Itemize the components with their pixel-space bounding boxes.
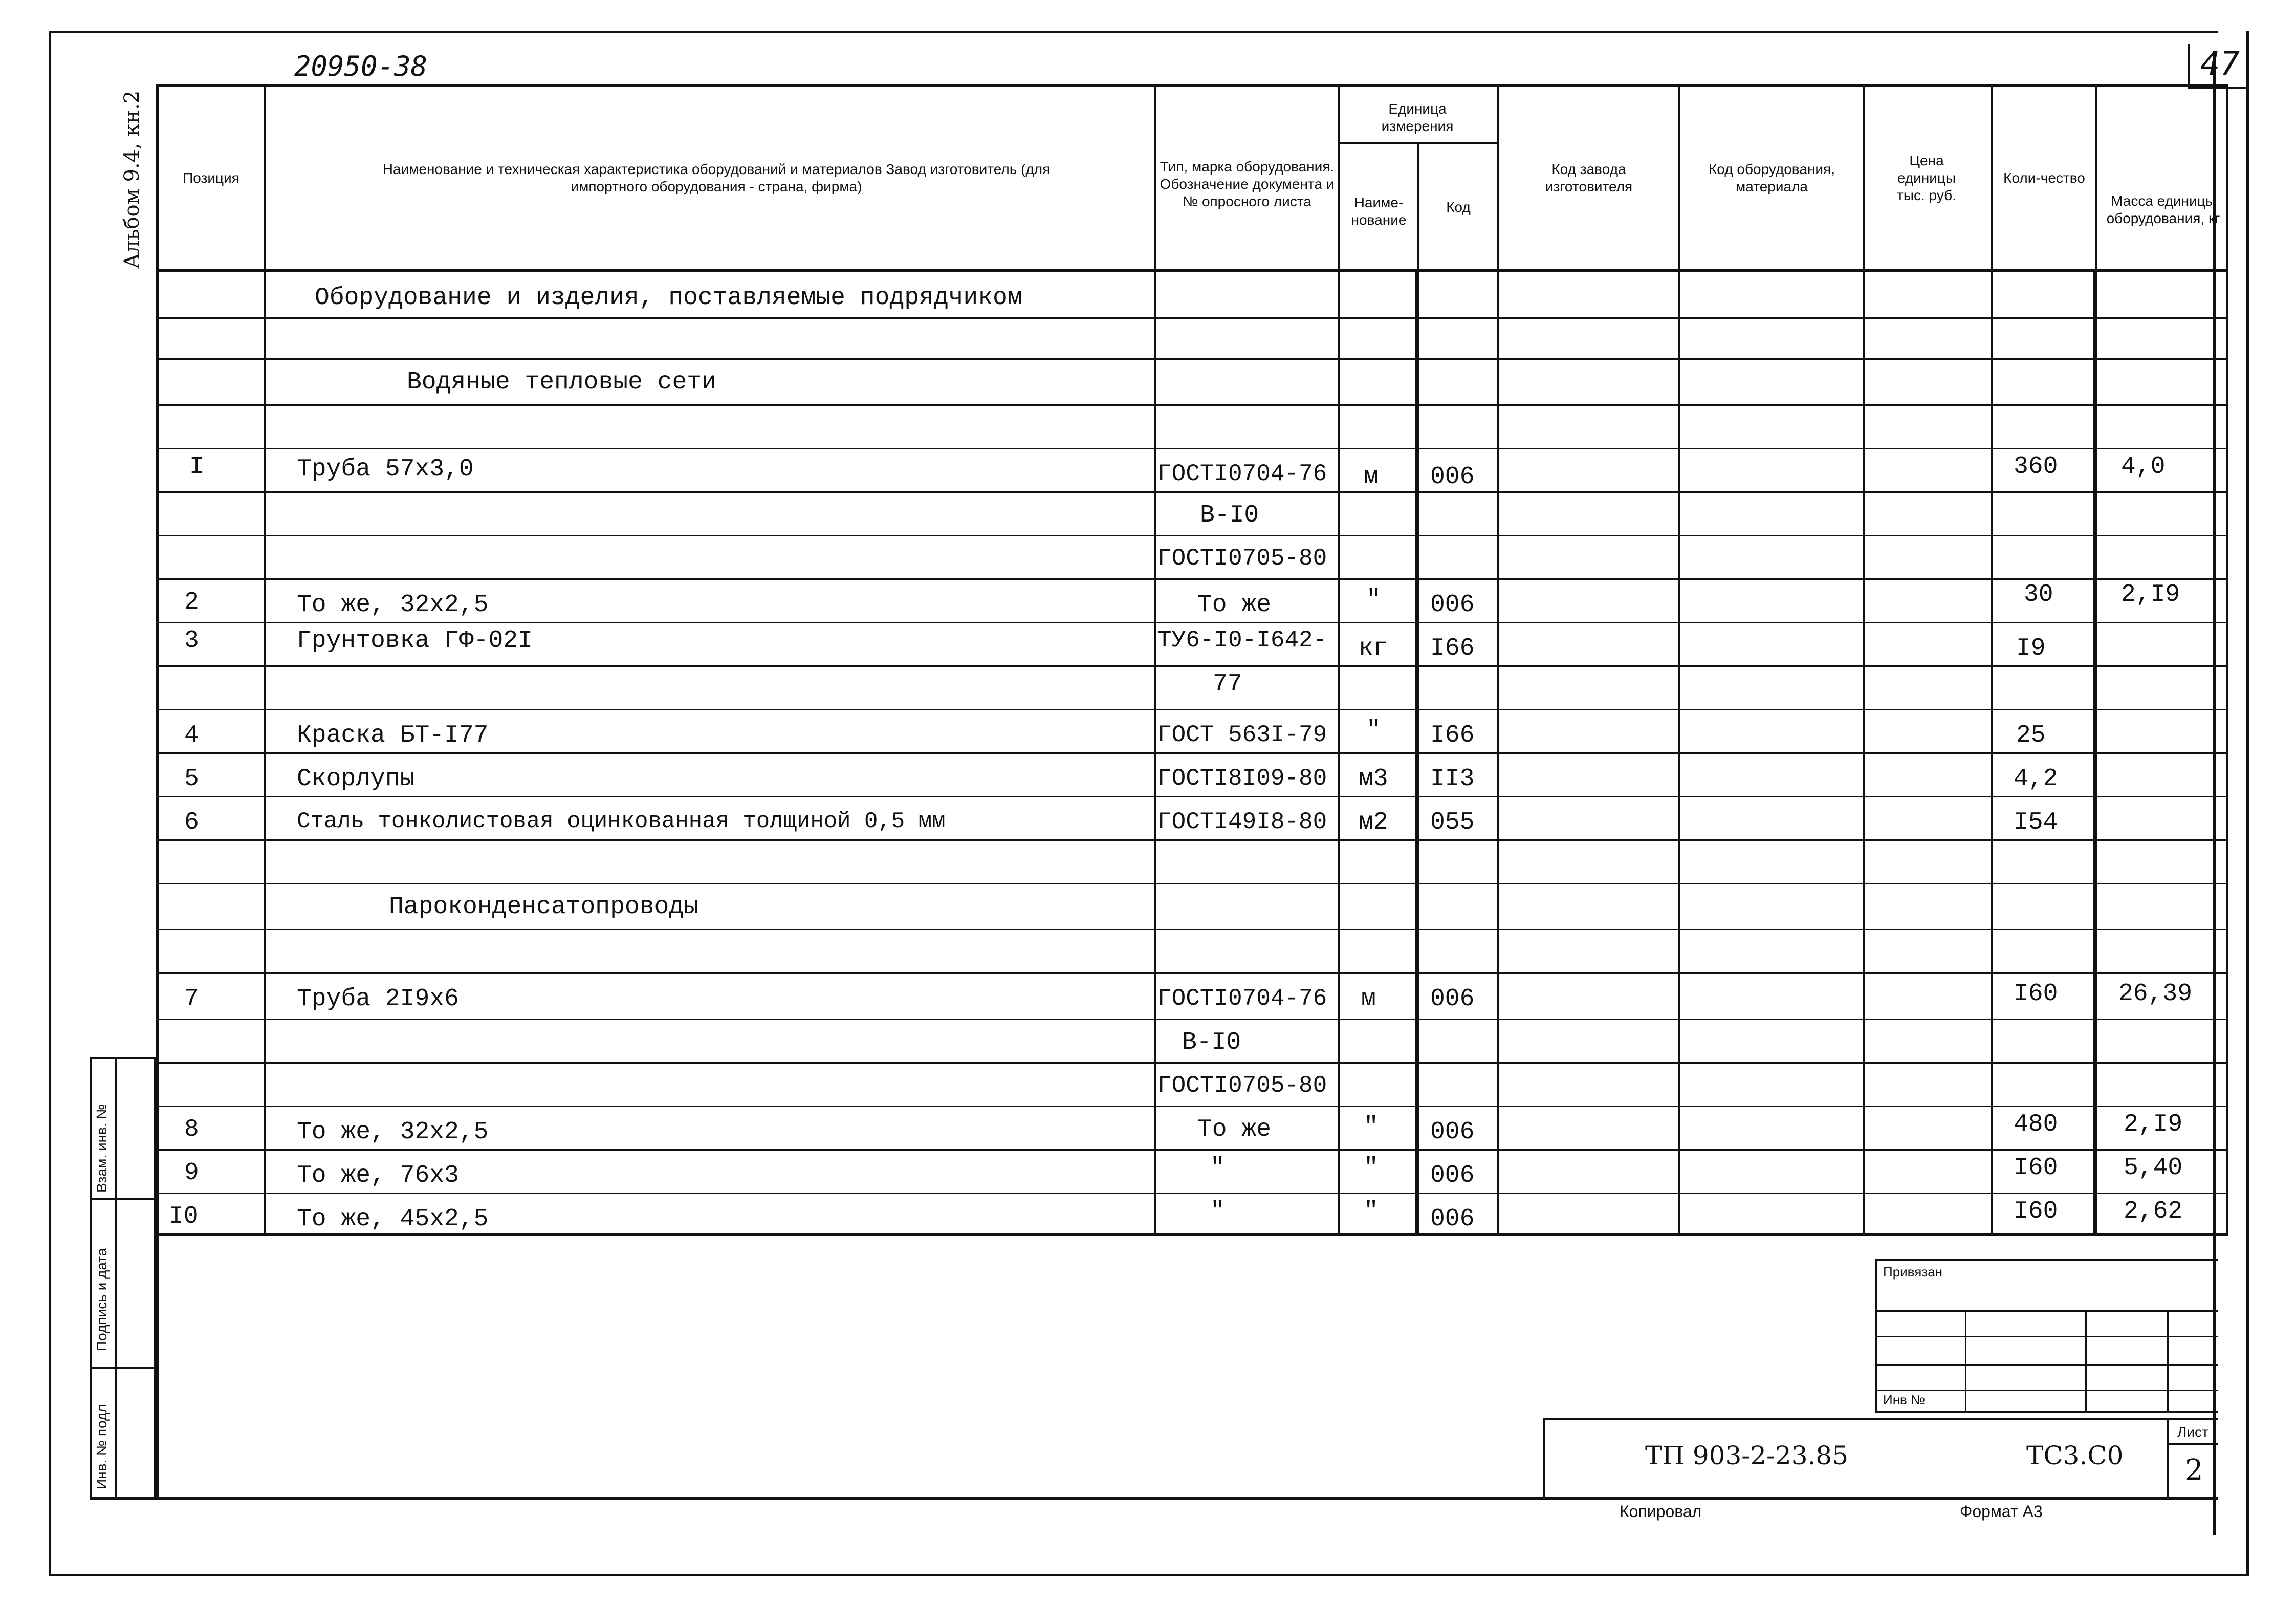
row-1-type: ГОСТI0704-76	[1157, 461, 1327, 487]
row-1-unit: м	[1364, 463, 1379, 491]
row-8-code: 006	[1430, 1118, 1475, 1146]
row-5-pos: 5	[184, 765, 199, 793]
row-1-pos: I	[189, 453, 204, 481]
row-1b-type: В-I0	[1200, 502, 1259, 529]
row-5-qty: 4,2	[2014, 765, 2058, 793]
row-7-qty: I60	[2014, 980, 2058, 1008]
col-unit-code: Код	[1446, 199, 1471, 215]
row-7c-type: ГОСТI0705-80	[1157, 1072, 1327, 1099]
col-name: Наименование и техническая характеристика оборудований и материалов Завод изготовитель (для импортного оборудования - страна, фирма)	[382, 161, 1051, 194]
row-2-unit: "	[1366, 586, 1381, 614]
row-6-name: Сталь тонколистовая оцинкованная толщиной 0,5 мм	[297, 809, 946, 834]
inv-no-label: Инв №	[1883, 1392, 1925, 1408]
col-mass: Масса единицы оборудования, кг	[2106, 193, 2220, 226]
row-2-type: То же	[1197, 591, 1272, 619]
row-10-code: 006	[1430, 1205, 1475, 1233]
row-4-code: I66	[1430, 722, 1475, 749]
col-price: Цена единицы тыс. руб.	[1897, 152, 1956, 203]
row-8-type: То же	[1197, 1116, 1272, 1143]
footer-copied: Копировал	[1620, 1502, 1702, 1521]
row-3-unit: кг	[1359, 635, 1388, 662]
row-9-name: То же, 76х3	[297, 1162, 459, 1189]
row-9-unit: "	[1364, 1154, 1379, 1182]
row-4-name: Краска БТ-I77	[297, 722, 489, 749]
row-2-name: То же, 32х2,5	[297, 591, 489, 619]
row-3b-type: 77	[1213, 670, 1242, 698]
row-2-qty: 30	[2024, 581, 2053, 609]
row-3-type: ТУ6-I0-I642-	[1157, 627, 1327, 654]
row-7-unit: м	[1361, 985, 1376, 1013]
row-5-unit: м3	[1359, 765, 1388, 793]
sheet-number: 2	[2185, 1454, 2203, 1487]
row-8-unit: "	[1364, 1113, 1379, 1141]
row-1-name: Труба 57х3,0	[297, 456, 474, 483]
row-9-qty: I60	[2014, 1154, 2058, 1182]
row-9-mass: 5,40	[2124, 1154, 2183, 1182]
row-4-unit: "	[1366, 717, 1381, 744]
side-label-vzam: Взам. инв. №	[94, 1103, 110, 1193]
doc-number-top: 20950-38	[294, 50, 428, 82]
footer-format: Формат А3	[1960, 1502, 2043, 1521]
row-10-unit: "	[1364, 1198, 1379, 1225]
stamp-doc-code: ТП 903-2-23.85	[1645, 1441, 1849, 1470]
sheet-label: Лист	[2177, 1424, 2208, 1440]
row-8-qty: 480	[2014, 1111, 2058, 1138]
row-4-pos: 4	[184, 722, 199, 749]
row-1c-type: ГОСТI0705-80	[1157, 545, 1327, 572]
col-type: Тип, марка оборудования. Обозначение документа и № опросного листа	[1160, 159, 1335, 209]
row-2-mass: 2,I9	[2121, 581, 2180, 609]
col-factory-code: Код завода изготовителя	[1545, 161, 1633, 194]
row-4-qty: 25	[2016, 722, 2046, 749]
row-1-mass: 4,0	[2121, 453, 2166, 481]
section-heading-1: Оборудование и изделия, поставляемые подрядчиком	[315, 284, 1022, 312]
row-7-pos: 7	[184, 985, 199, 1013]
row-7b-type: В-I0	[1182, 1029, 1241, 1056]
col-position: Позиция	[183, 169, 239, 186]
col-qty: Коли-чество	[2003, 169, 2085, 186]
row-8-mass: 2,I9	[2124, 1111, 2183, 1138]
row-7-name: Труба 2I9х6	[297, 985, 459, 1013]
row-8-pos: 8	[184, 1116, 199, 1143]
row-3-name: Грунтовка ГФ-02I	[297, 627, 533, 655]
row-7-code: 006	[1430, 985, 1475, 1013]
privyazan-label: Привязан	[1883, 1264, 1943, 1280]
row-6-qty: I54	[2014, 809, 2058, 836]
col-unit-name: Наиме-нование	[1351, 194, 1407, 228]
row-3-code: I66	[1430, 635, 1475, 662]
row-6-type: ГОСТI49I8-80	[1157, 809, 1327, 835]
row-9-code: 006	[1430, 1162, 1475, 1189]
row-2-code: 006	[1430, 591, 1475, 619]
row-2-pos: 2	[184, 589, 199, 616]
row-10-pos: I0	[169, 1203, 199, 1230]
row-6-unit: м2	[1359, 809, 1388, 836]
row-4-type: ГОСТ 563I-79	[1157, 722, 1327, 748]
side-label-podpis: Подпись и дата	[94, 1248, 110, 1351]
row-7-type: ГОСТI0704-76	[1157, 985, 1327, 1012]
row-6-code: 055	[1430, 809, 1475, 836]
stamp-doc-suffix: ТС3.С0	[2026, 1441, 2124, 1470]
row-9-type: "	[1210, 1154, 1225, 1182]
row-7-mass: 26,39	[2118, 980, 2193, 1008]
row-10-qty: I60	[2014, 1198, 2058, 1225]
row-3-pos: 3	[184, 627, 199, 655]
section-heading-3: Пароконденсатопроводы	[389, 893, 698, 921]
row-5-name: Скорлупы	[297, 765, 415, 793]
side-label-inv: Инв. № подл	[94, 1404, 110, 1489]
row-6-pos: 6	[184, 809, 199, 836]
section-heading-2: Водяные тепловые сети	[407, 369, 716, 396]
col-equip-code: Код оборудования, материала	[1709, 161, 1835, 194]
row-10-mass: 2,62	[2124, 1198, 2183, 1225]
col-unit-group: Единица измерения	[1381, 101, 1454, 134]
row-10-name: То же, 45х2,5	[297, 1205, 489, 1233]
row-9-pos: 9	[184, 1159, 199, 1187]
row-1-qty: 360	[2014, 453, 2058, 481]
row-5-type: ГОСТI8I09-80	[1157, 765, 1327, 792]
row-10-type: "	[1210, 1198, 1225, 1225]
row-1-code: 006	[1430, 463, 1475, 491]
album-label: Альбом 9.4, кн.2	[120, 90, 144, 269]
row-8-name: То же, 32х2,5	[297, 1118, 489, 1146]
row-5-code: II3	[1430, 765, 1475, 793]
row-3-qty: I9	[2016, 635, 2046, 662]
page-number: 47	[2200, 45, 2240, 83]
